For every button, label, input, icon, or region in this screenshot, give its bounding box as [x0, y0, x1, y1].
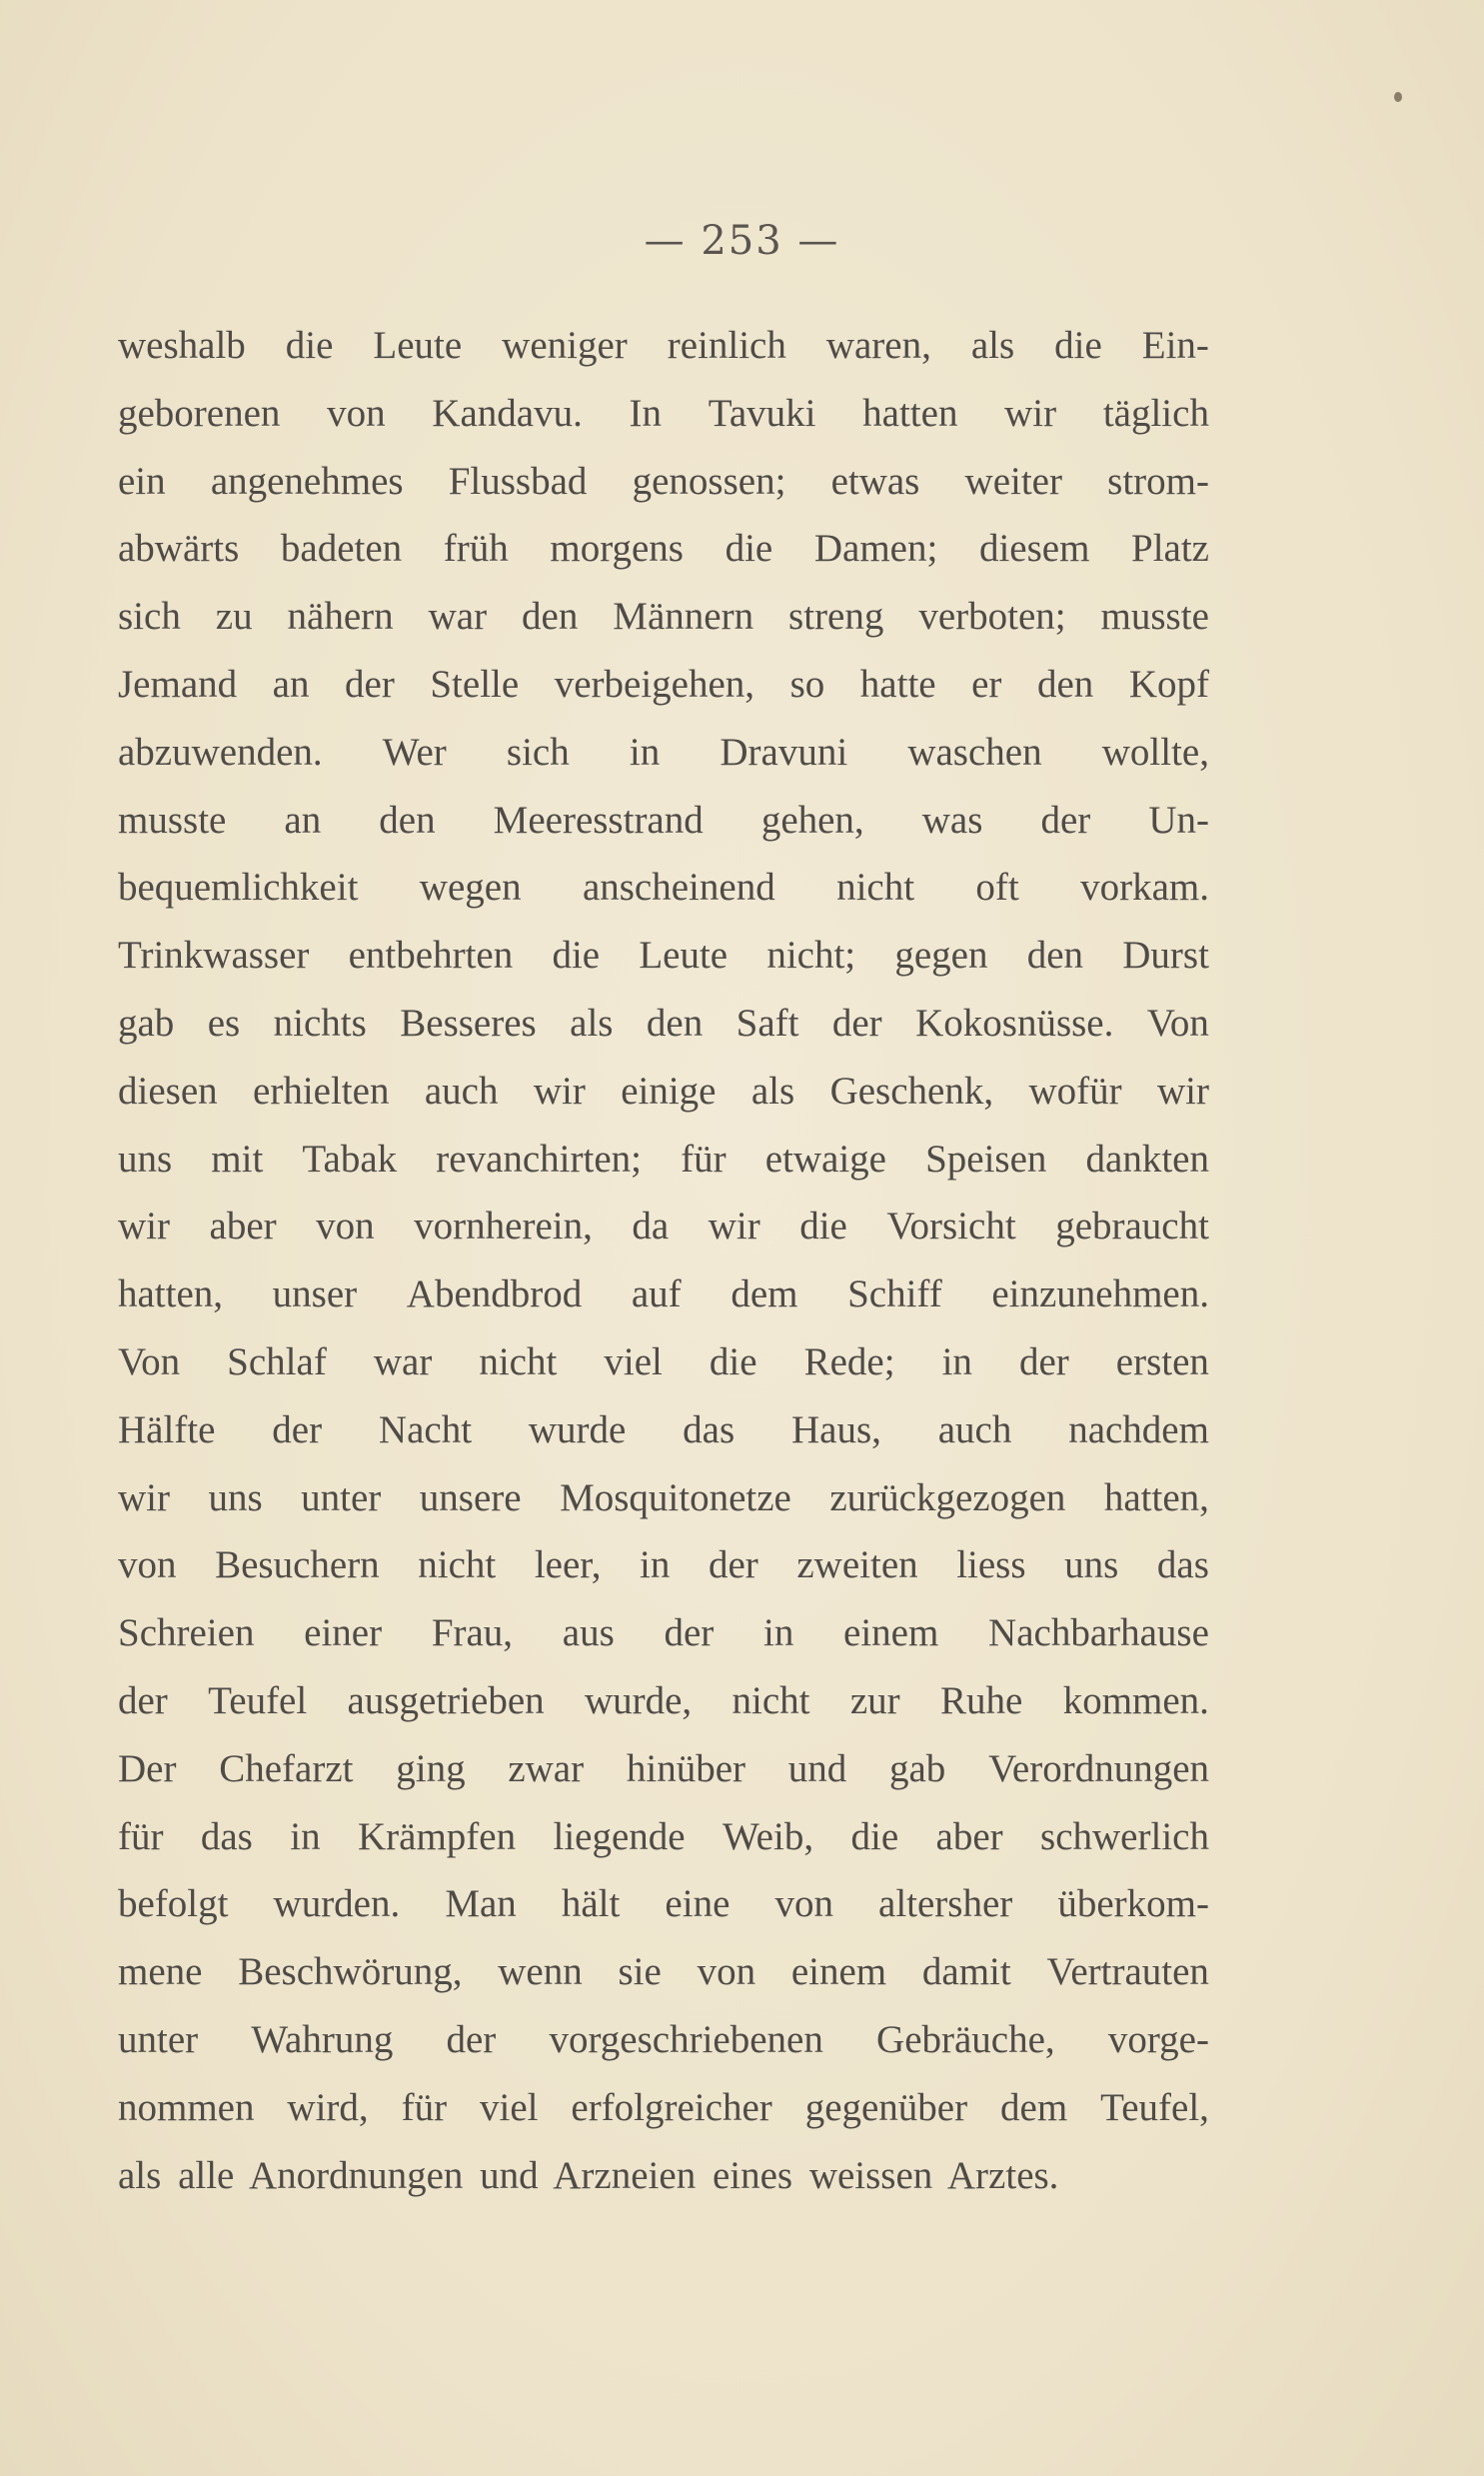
- word: wenn: [498, 1950, 583, 1994]
- text-line: [118, 1328, 1209, 1396]
- word: zwar: [508, 1746, 585, 1790]
- text-line: [118, 1396, 1209, 1464]
- word: hatte: [859, 662, 936, 706]
- word: viel: [479, 2085, 539, 2129]
- word: wofür: [1028, 1069, 1122, 1113]
- word: liess: [956, 1543, 1026, 1587]
- word: Ein-: [1141, 324, 1209, 367]
- word: Hälfte: [118, 1407, 216, 1451]
- word: musste: [1100, 595, 1209, 639]
- word: Jemand: [118, 662, 238, 706]
- word: die: [725, 527, 773, 571]
- text-line: [118, 2006, 1209, 2074]
- word: oft: [975, 866, 1019, 910]
- word: Leute: [373, 324, 463, 367]
- word: wollte,: [1101, 730, 1209, 774]
- word: waren,: [825, 324, 931, 367]
- word: in: [941, 1339, 972, 1383]
- word: Damen;: [813, 527, 938, 571]
- word: gegen: [894, 934, 988, 978]
- word: Männern: [613, 595, 754, 639]
- word: badeten: [280, 527, 403, 571]
- word: aus: [562, 1611, 615, 1655]
- word: Leute: [639, 934, 729, 978]
- word: zu: [215, 595, 253, 639]
- word: er: [971, 662, 1002, 706]
- text-line: [118, 1464, 1209, 1532]
- word: Meeresstrand: [493, 798, 704, 842]
- word: überkom-: [1057, 1882, 1209, 1926]
- word: strom-: [1107, 459, 1209, 503]
- word: wir: [1004, 391, 1057, 435]
- text-line: [118, 854, 1209, 922]
- text-line: [118, 1870, 1209, 1938]
- text-line: [118, 448, 1209, 516]
- word: erhielten: [253, 1069, 390, 1113]
- word: Schreien: [118, 1611, 255, 1655]
- word: so: [789, 662, 825, 706]
- word: Chefarzt: [219, 1746, 354, 1790]
- word: wir: [533, 1069, 586, 1113]
- word: morgens: [550, 527, 684, 571]
- word: kommen.: [1062, 1678, 1209, 1722]
- word: in: [762, 1611, 794, 1655]
- word: mene: [118, 1950, 203, 1994]
- word: nachdem: [1068, 1407, 1209, 1451]
- word: Rede;: [803, 1339, 895, 1383]
- word: da: [632, 1205, 670, 1248]
- word: nicht: [836, 866, 915, 910]
- word: war: [373, 1339, 433, 1383]
- word: mit: [211, 1137, 264, 1181]
- word: Nacht: [378, 1407, 473, 1451]
- word: Nachbarhause: [988, 1611, 1209, 1655]
- text-line: [118, 1938, 1209, 2006]
- word: der: [345, 662, 395, 706]
- word: wurden.: [273, 1882, 401, 1926]
- body-text: [118, 312, 1209, 2209]
- word: Besuchern: [215, 1543, 380, 1587]
- word: zur: [849, 1678, 900, 1722]
- word: Verordnungen: [988, 1746, 1209, 1790]
- word: Speisen: [925, 1137, 1047, 1181]
- word: Stelle: [430, 662, 520, 706]
- word: den: [522, 595, 579, 639]
- word: nicht: [418, 1543, 497, 1587]
- word: für: [401, 2085, 448, 2129]
- word: der: [708, 1543, 758, 1587]
- word: den: [646, 1001, 704, 1045]
- word: unter: [118, 2017, 199, 2061]
- text-line: [118, 922, 1209, 990]
- text-line: [118, 1058, 1209, 1126]
- word: die: [285, 324, 334, 367]
- word: Vorsicht: [886, 1205, 1016, 1248]
- word: altersher: [878, 1882, 1013, 1926]
- word: Krämpfen: [358, 1814, 517, 1858]
- word: diesen: [118, 1069, 218, 1113]
- word: verboten;: [918, 595, 1066, 639]
- word: die: [850, 1814, 899, 1858]
- word: der: [446, 2017, 497, 2061]
- word: gebraucht: [1055, 1205, 1209, 1248]
- word: Geschenk,: [829, 1069, 994, 1113]
- word: Un-: [1148, 798, 1209, 842]
- word: Kopf: [1128, 662, 1209, 706]
- word: aber: [209, 1205, 277, 1248]
- word: Saft: [736, 1001, 799, 1045]
- word: hatten: [862, 391, 958, 435]
- word: Gebräuche,: [876, 2017, 1055, 2061]
- text-line: [118, 990, 1209, 1058]
- word: der: [1018, 1339, 1069, 1383]
- word: vorgeschriebenen: [549, 2017, 823, 2061]
- word: Der: [118, 1746, 177, 1790]
- word: entbehrten: [348, 934, 514, 978]
- word: den: [379, 798, 436, 842]
- word: zurückgezogen: [829, 1475, 1066, 1519]
- word: hält: [561, 1882, 621, 1926]
- word: anscheinend: [582, 866, 775, 910]
- word: abwärts: [118, 527, 240, 571]
- word: weiter: [964, 459, 1062, 503]
- word: auch: [424, 1069, 499, 1113]
- word: wir: [118, 1475, 170, 1519]
- word: gegenüber: [804, 2085, 968, 2129]
- word: revanchirten;: [436, 1137, 642, 1181]
- word: den: [1026, 934, 1084, 978]
- word: In: [629, 391, 663, 435]
- word: Mosquitonetze: [560, 1475, 791, 1519]
- word: sich: [506, 730, 570, 774]
- word: war: [428, 595, 488, 639]
- word: einem: [843, 1611, 939, 1655]
- word: die: [709, 1339, 757, 1383]
- word: einer: [304, 1611, 383, 1655]
- word: eine: [665, 1882, 731, 1926]
- word: und: [787, 1746, 847, 1790]
- text-line: [118, 2074, 1209, 2142]
- word: früh: [443, 527, 509, 571]
- text-line: [118, 719, 1209, 787]
- word: es: [207, 1001, 241, 1045]
- word: nicht: [479, 1339, 558, 1383]
- word: Schlaf: [227, 1339, 327, 1383]
- word: sie: [618, 1950, 662, 1994]
- ink-speck: [1394, 92, 1402, 102]
- word: täglich: [1102, 391, 1209, 435]
- word: an: [272, 662, 310, 706]
- word: bequemlichkeit: [118, 866, 359, 910]
- word: in: [629, 730, 661, 774]
- word: genossen;: [632, 459, 786, 503]
- word: gab: [889, 1746, 946, 1790]
- word: Trinkwasser: [118, 934, 310, 978]
- word: musste: [118, 798, 227, 842]
- word: leer,: [534, 1543, 602, 1587]
- text-line: [118, 651, 1209, 719]
- word: liegende: [553, 1814, 686, 1858]
- word: das: [1156, 1543, 1209, 1587]
- word: als: [970, 324, 1015, 367]
- text-line: [118, 583, 1209, 651]
- word: diesem: [978, 527, 1090, 571]
- word: in: [640, 1543, 671, 1587]
- word: schwerlich: [1040, 1814, 1209, 1858]
- word: weshalb: [118, 324, 246, 367]
- text-line: [118, 312, 1209, 380]
- word: dem: [731, 1272, 798, 1316]
- text-line: [118, 380, 1209, 448]
- text-line: [118, 1667, 1209, 1735]
- word: zweiten: [796, 1543, 918, 1587]
- word: von: [118, 1543, 177, 1587]
- text-line: [118, 515, 1209, 583]
- word: hatten,: [118, 1272, 224, 1316]
- word: vorkam.: [1080, 866, 1209, 910]
- word: in: [290, 1814, 321, 1858]
- word: angenehmes: [210, 459, 404, 503]
- word: verbeigehen,: [554, 662, 755, 706]
- word: das: [200, 1814, 253, 1858]
- word: etwas: [830, 459, 920, 503]
- word: die: [552, 934, 601, 978]
- word: den: [1036, 662, 1094, 706]
- word: ausgetrieben: [347, 1678, 545, 1722]
- text-line: [118, 1803, 1209, 1871]
- word: was: [921, 798, 983, 842]
- word: die: [1054, 324, 1102, 367]
- word: befolgt: [118, 1882, 229, 1926]
- word: auf: [631, 1272, 682, 1316]
- word: hinüber: [626, 1746, 745, 1790]
- word: Von: [118, 1339, 181, 1383]
- word: von: [697, 1950, 756, 1994]
- word: der: [831, 1001, 882, 1045]
- word: aber: [935, 1814, 1003, 1858]
- word: weniger: [502, 324, 628, 367]
- word: auch: [937, 1407, 1012, 1451]
- text-line: als alle Anordnungen und Arzneien eines weissen Arztes.: [118, 2153, 1059, 2197]
- word: unsere: [419, 1475, 522, 1519]
- word: für: [118, 1814, 164, 1858]
- word: Wahrung: [251, 2017, 394, 2061]
- word: von: [327, 391, 386, 435]
- word: Teufel: [208, 1678, 308, 1722]
- word: dankten: [1085, 1137, 1209, 1181]
- word: uns: [208, 1475, 263, 1519]
- word: wir: [1157, 1069, 1209, 1113]
- word: Durst: [1122, 934, 1209, 978]
- word: erfolgreicher: [571, 2085, 772, 2129]
- word: Man: [445, 1882, 517, 1926]
- word: der: [118, 1678, 168, 1722]
- word: streng: [788, 595, 884, 639]
- text-line: [118, 1735, 1209, 1803]
- word: Beschwörung,: [238, 1950, 463, 1994]
- word: einem: [790, 1950, 887, 1994]
- word: dem: [1000, 2085, 1068, 2129]
- page-number: — 253 —: [644, 218, 840, 264]
- word: geborenen: [118, 391, 281, 435]
- word: der: [1040, 798, 1091, 842]
- word: Tabak: [302, 1137, 398, 1181]
- word: die: [799, 1205, 847, 1248]
- word: damit: [921, 1950, 1011, 1994]
- text-line: [118, 1531, 1209, 1599]
- word: Flussbad: [448, 459, 588, 503]
- word: nicht;: [766, 934, 856, 978]
- word: gehen,: [760, 798, 864, 842]
- word: vorge-: [1107, 2017, 1209, 2061]
- word: Schiff: [847, 1272, 942, 1316]
- word: Tavuki: [708, 391, 816, 435]
- word: Vertrauten: [1046, 1950, 1209, 1994]
- word: abzuwenden.: [118, 730, 323, 774]
- word: das: [683, 1407, 736, 1451]
- word: Wer: [382, 730, 447, 774]
- word: Von: [1146, 1001, 1209, 1045]
- word: reinlich: [667, 324, 786, 367]
- word: wurde: [528, 1407, 627, 1451]
- word: für: [681, 1137, 727, 1181]
- word: wurde,: [584, 1678, 693, 1722]
- word: Haus,: [791, 1407, 881, 1451]
- word: wir: [708, 1205, 760, 1248]
- text-line: [118, 1126, 1209, 1194]
- text-line: [118, 1260, 1209, 1328]
- word: Kokosnüsse.: [915, 1001, 1114, 1045]
- word: nichts: [273, 1001, 367, 1045]
- word: waschen: [907, 730, 1042, 774]
- word: unter: [301, 1475, 382, 1519]
- word: uns: [118, 1137, 173, 1181]
- word: gab: [118, 1001, 175, 1045]
- word: Ruhe: [940, 1678, 1023, 1722]
- word: an: [284, 798, 322, 842]
- word: hatten,: [1103, 1475, 1209, 1519]
- word: einige: [621, 1069, 717, 1113]
- word: der: [272, 1407, 323, 1451]
- word: als: [570, 1001, 614, 1045]
- word: nommen: [118, 2085, 255, 2129]
- word: der: [664, 1611, 715, 1655]
- word: wegen: [419, 866, 522, 910]
- word: Weib,: [723, 1814, 814, 1858]
- word: Teufel,: [1100, 2085, 1209, 2129]
- text-line: [118, 1599, 1209, 1667]
- text-line: [118, 787, 1209, 855]
- word: wird,: [287, 2085, 369, 2129]
- word: von: [774, 1882, 833, 1926]
- word: von: [316, 1205, 375, 1248]
- word: vornherein,: [414, 1205, 593, 1248]
- text-line: [118, 1193, 1209, 1260]
- word: viel: [604, 1339, 663, 1383]
- word: etwaige: [764, 1137, 886, 1181]
- word: wir: [118, 1205, 170, 1248]
- word: Dravuni: [720, 730, 848, 774]
- word: Kandavu.: [432, 391, 583, 435]
- word: uns: [1064, 1543, 1119, 1587]
- word: ersten: [1115, 1339, 1209, 1383]
- word: Frau,: [431, 1611, 514, 1655]
- word: nicht: [732, 1678, 810, 1722]
- word: ging: [396, 1746, 466, 1790]
- word: Besseres: [400, 1001, 537, 1045]
- word: sich: [118, 595, 181, 639]
- word: einzunehmen.: [991, 1272, 1209, 1316]
- word: nähern: [287, 595, 394, 639]
- word: Abendbrod: [406, 1272, 583, 1316]
- word: als: [750, 1069, 795, 1113]
- word: unser: [272, 1272, 358, 1316]
- word: ein: [118, 459, 166, 503]
- word: Platz: [1131, 527, 1209, 571]
